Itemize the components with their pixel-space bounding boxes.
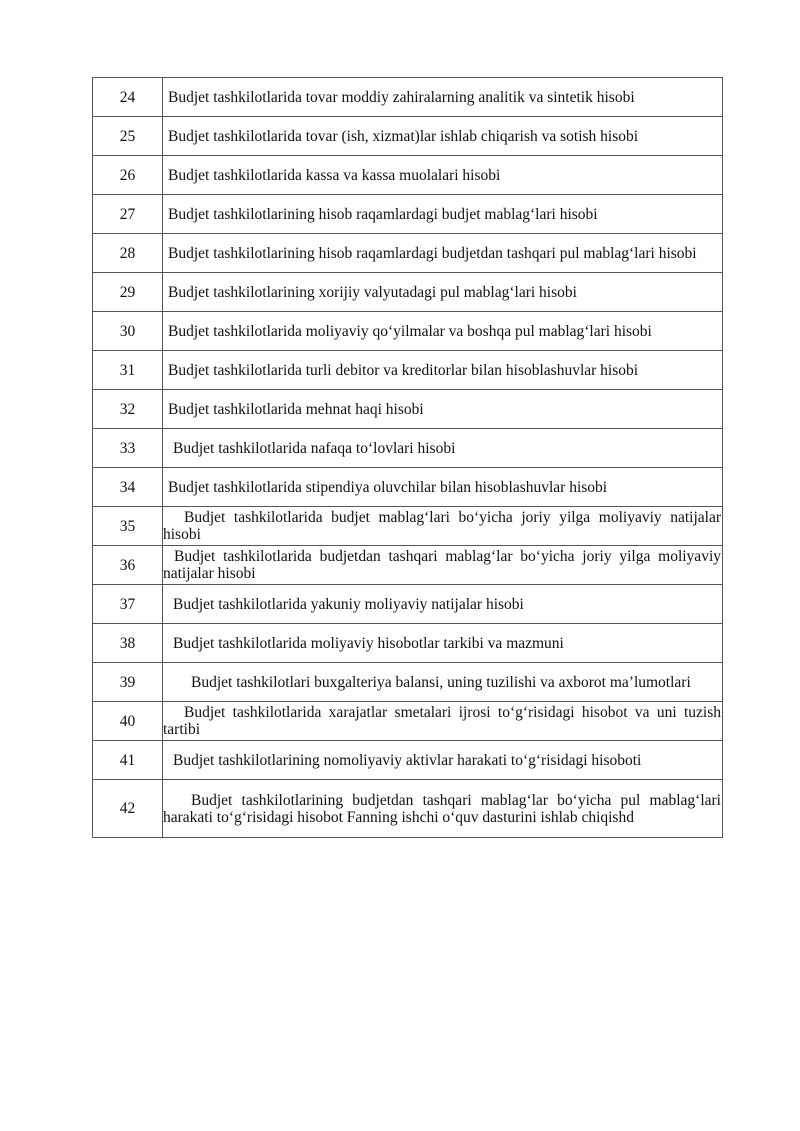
row-number: 40 [93, 702, 163, 741]
table-row [93, 273, 723, 312]
row-number: 37 [93, 585, 163, 624]
topic-text: Budjet tashkilotlarining hisob raqamlardagi budjet mablag‘lari hisobi [168, 205, 598, 223]
topic-cell [163, 585, 723, 624]
topic-cell [163, 273, 723, 312]
topic-text: Budjet tashkilotlari buxgalteriya balansi, uning tuzilishi va axborot ma’lumotlari [191, 673, 691, 691]
row-number: 26 [93, 156, 163, 195]
table-row [93, 663, 723, 702]
table-row [93, 156, 723, 195]
row-number: 27 [93, 195, 163, 234]
row-number: 39 [93, 663, 163, 702]
topic-cell [163, 390, 723, 429]
topic-cell [163, 312, 723, 351]
table-row [93, 546, 723, 585]
table-row [93, 351, 723, 390]
topic-cell [163, 507, 723, 546]
table-row [93, 585, 723, 624]
row-number: 25 [93, 117, 163, 156]
topic-cell [163, 156, 723, 195]
topic-text: Budjet tashkilotlarida nafaqa to‘lovlari hisobi [173, 439, 456, 457]
topic-text: Budjet tashkilotlarida mehnat haqi hisobi [168, 400, 424, 418]
table-row [93, 117, 723, 156]
row-number: 29 [93, 273, 163, 312]
table-row [93, 195, 723, 234]
topic-cell [163, 624, 723, 663]
topic-text: Budjet tashkilotlarining xorijiy valyutadagi pul mablag‘lari hisobi [168, 283, 577, 301]
topic-text: Budjet tashkilotlarida kassa va kassa muolalari hisobi [168, 166, 501, 184]
topic-cell [163, 780, 723, 838]
table-row [93, 234, 723, 273]
topic-text: Budjet tashkilotlarida tovar moddiy zahiralarning analitik va sintetik hisobi [168, 88, 635, 106]
row-number: 35 [93, 507, 163, 546]
row-number: 38 [93, 624, 163, 663]
topic-cell [163, 741, 723, 780]
topic-cell [163, 702, 723, 741]
topic-cell [163, 234, 723, 273]
topic-text: Budjet tashkilotlarida xarajatlar smetalari ijrosi to‘g‘risidagi hisobot va uni tuzish tartibi [163, 704, 721, 738]
table-row [93, 312, 723, 351]
table-row [93, 468, 723, 507]
topic-text: Budjet tashkilotlarining budjetdan tashqari mablag‘lar bo‘yicha pul mablag‘lari harakati to‘g‘risidagi hisobot Fanning ishchi o‘quv dasturini ishlab chiqishd [163, 791, 721, 826]
row-number: 24 [93, 78, 163, 117]
table-row [93, 429, 723, 468]
table-row [93, 507, 723, 546]
topic-cell [163, 195, 723, 234]
row-number: 42 [93, 780, 163, 838]
topic-cell [163, 429, 723, 468]
row-number: 36 [93, 546, 163, 585]
topic-cell [163, 468, 723, 507]
table-row [93, 624, 723, 663]
topic-text: Budjet tashkilotlarida budjetdan tashqari mablag‘lar bo‘yicha joriy yilga moliyaviy natijalar hisobi [163, 548, 721, 582]
topic-text: Budjet tashkilotlarida yakuniy moliyaviy natijalar hisobi [173, 595, 524, 613]
topic-text: Budjet tashkilotlarida moliyaviy hisobotlar tarkibi va mazmuni [173, 634, 564, 652]
topic-text: Budjet tashkilotlarining nomoliyaviy aktivlar harakati to‘g‘risidagi hisoboti [173, 751, 642, 769]
topic-cell [163, 351, 723, 390]
table-row [93, 702, 723, 741]
row-number: 32 [93, 390, 163, 429]
topic-text: Budjet tashkilotlarida stipendiya oluvchilar bilan hisoblashuvlar hisobi [168, 478, 608, 496]
table-row [93, 780, 723, 838]
topic-cell [163, 663, 723, 702]
topic-text: Budjet tashkilotlarida moliyaviy qo‘yilmalar va boshqa pul mablag‘lari hisobi [168, 322, 652, 340]
table-row [93, 741, 723, 780]
table-row [93, 390, 723, 429]
topic-text: Budjet tashkilotlarida turli debitor va kreditorlar bilan hisoblashuvlar hisobi [168, 361, 639, 379]
row-number: 33 [93, 429, 163, 468]
topic-text: Budjet tashkilotlarida budjet mablag‘lari bo‘yicha joriy yilga moliyaviy natijalar hisobi [163, 509, 721, 543]
row-number: 28 [93, 234, 163, 273]
topic-text: Budjet tashkilotlarida tovar (ish, xizmat)lar ishlab chiqarish va sotish hisobi [168, 127, 639, 145]
topics-table [92, 77, 723, 838]
table-row [93, 78, 723, 117]
row-number: 31 [93, 351, 163, 390]
topic-cell [163, 117, 723, 156]
topic-text: Budjet tashkilotlarining hisob raqamlardagi budjetdan tashqari pul mablag‘lari hisobi [168, 244, 697, 262]
topic-cell [163, 78, 723, 117]
row-number: 30 [93, 312, 163, 351]
topic-cell [163, 546, 723, 585]
row-number: 34 [93, 468, 163, 507]
row-number: 41 [93, 741, 163, 780]
